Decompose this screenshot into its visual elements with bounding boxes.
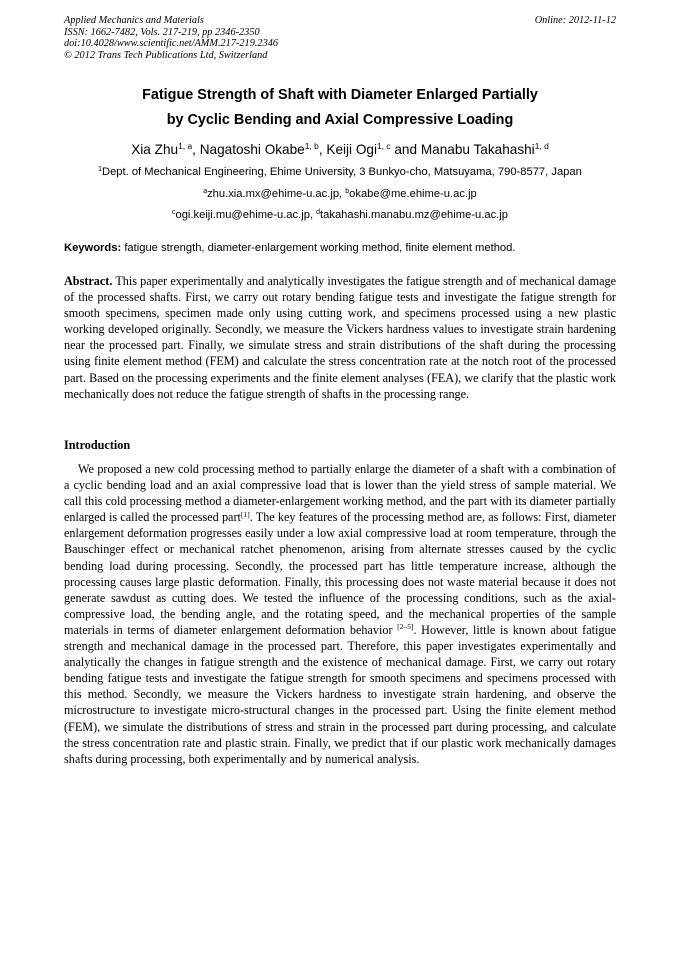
email-c: ogi.keiji.mu@ehime-u.ac.jp [175,209,310,221]
author-sup: 1, a [178,140,193,151]
author-sup: 1, b [304,140,319,151]
email-line-1: $^a$zhu.xia.mx@ehime-u.ac.jp, $^b$okabe@me.ehime-u.ac.jp [203,187,477,200]
abstract-label: Abstract. [64,274,113,288]
keywords-text: fatigue strength, diameter-enlargement working method, finite element method. [124,242,516,254]
email-sup: c [172,208,176,216]
intro-text-2: . The key features of the processing method are, as follows: First, diameter enlargement deformation progresses easily under a low axial compressive load at room temperature, through the Bauschinger effect or mechanical ratchet phenomenon, arising from alternate stresses caused by the cyclic bending load during processing. Secondly, the processed part has little temperature increase, although the processing causes large plastic deformation. Finally, this processing does not waste material because it does not generate sawdust as cutting does. We tested the influence of the processing conditions, such as the axial-compressive load, the bending angle, and the rotating speed, and the mechanical properties of the sample materials in terms of diameter enlargement deformation behavior [64,510,616,637]
intro-text-1: We proposed a new cold processing method to partially enlarge the diameter of a shaft with a combination of a cyclic bending load and an axial compressive load that is lower than the yield stress of sample material. We call this cold processing method a diameter-enlargement working method, and the part with its diameter partially enlarged is called the processed part [64,462,616,525]
issn-line: ISSN: 1662-7482, Vols. 217-219, pp 2346-2350 [64,26,260,38]
email-sup: a [203,187,208,195]
author-and: and [394,142,418,157]
email-a: zhu.xia.mx@ehime-u.ac.jp [207,188,340,200]
author-sup: 1, d [534,140,549,151]
citation-1: [1] [240,509,250,519]
abstract [64,273,616,402]
author-list: Xia Zhu$^{1, a}$, Nagatoshi Okabe$^{1, b}$, Keiji Ogi$^{1, c}$ and Manabu Takahashi$^{1, d}$ [131,140,549,157]
email-sup: d [316,208,321,216]
author-name: Nagatoshi Okabe [199,142,305,157]
introduction-heading: Introduction [64,438,131,452]
journal-header [64,15,616,61]
email-b: okabe@me.ehime-u.ac.jp [349,188,477,200]
intro-text-3: . However, little is known about fatigue strength and mechanical damage in the processed part. Therefore, this paper investigates experimentally and analytically the changes in fatigue strength and the existence of mechanical damage. First, we carry out rotary bending fatigue tests and investigate the fatigue strength for smooth specimens and specimens processed with this method. Secondly, we measure the Vickers hardness to investigate strain hardening, and observe the microstructure to investigate micro-structural changes in the processed part. Using the finite element method (FEM), we simulate the distributions of stress and strain in the processed part during processing, and calculate the stress concentration rate and plastic strain. Finally, we predict that if our plastic work mechanically damages shafts during processing, both experimentally and by numerical analysis. [64,622,617,766]
affiliation-sup: 1 [98,165,102,173]
email-d: takahashi.manabu.mz@ehime-u.ac.jp [320,209,508,221]
copyright-line: © 2012 Trans Tech Publications Ltd, Switzerland [64,49,268,61]
keywords-label: Keywords: [64,242,122,254]
abstract-text: This paper experimentally and analytically investigates the fatigue strength and of mechanical damage of the processed shafts. First, we carry out rotary bending fatigue tests and investigate the fatigue strength for smooth specimens, specimen made only using cutting work, and specimens processed using a new plastic working developed originally. Secondly, we measure the Vickers hardness values to investigate strain hardening near the processed part. Finally, we simulate stress and strain distributions of the shaft during the processing using finite element method (FEM) and calculate the stress concentration rate at the notch root of the processed part. Based on the processing experiments and the finite element analyses (FEA), we clarify that the plastic work mechanically does not reduce the fatigue strength of shafts in the processing range. [64,274,617,401]
title-line-2: by Cyclic Bending and Axial Compressive Loading [166,112,514,128]
author-name: Keiji Ogi [326,142,377,157]
author-name: Manabu Takahashi [420,142,535,157]
citation-2-5: [2–5] [397,622,414,632]
introduction-body [64,461,616,767]
email-sup: b [345,187,350,195]
email-line-2: $^c$ogi.keiji.mu@ehime-u.ac.jp, $^d$takahashi.manabu.mz@ehime-u.ac.jp [172,208,508,221]
doi-line: doi:10.4028/www.scientific.net/AMM.217-219.2346 [64,38,279,49]
journal-name: Applied Mechanics and Materials [64,15,204,26]
affiliation-text: Dept. of Mechanical Engineering, Ehime University, 3 Bunkyo-cho, Matsuyama, 790-8577, Japan [101,166,582,178]
keywords [64,241,616,255]
affiliation [64,165,616,179]
paper-title [64,83,616,133]
author-name: Xia Zhu [131,142,179,157]
title-line-1: Fatigue Strength of Shaft with Diameter Enlarged Partially [142,87,538,103]
author-sup: 1, c [377,140,391,151]
online-date: Online: 2012-11-12 [534,15,616,26]
